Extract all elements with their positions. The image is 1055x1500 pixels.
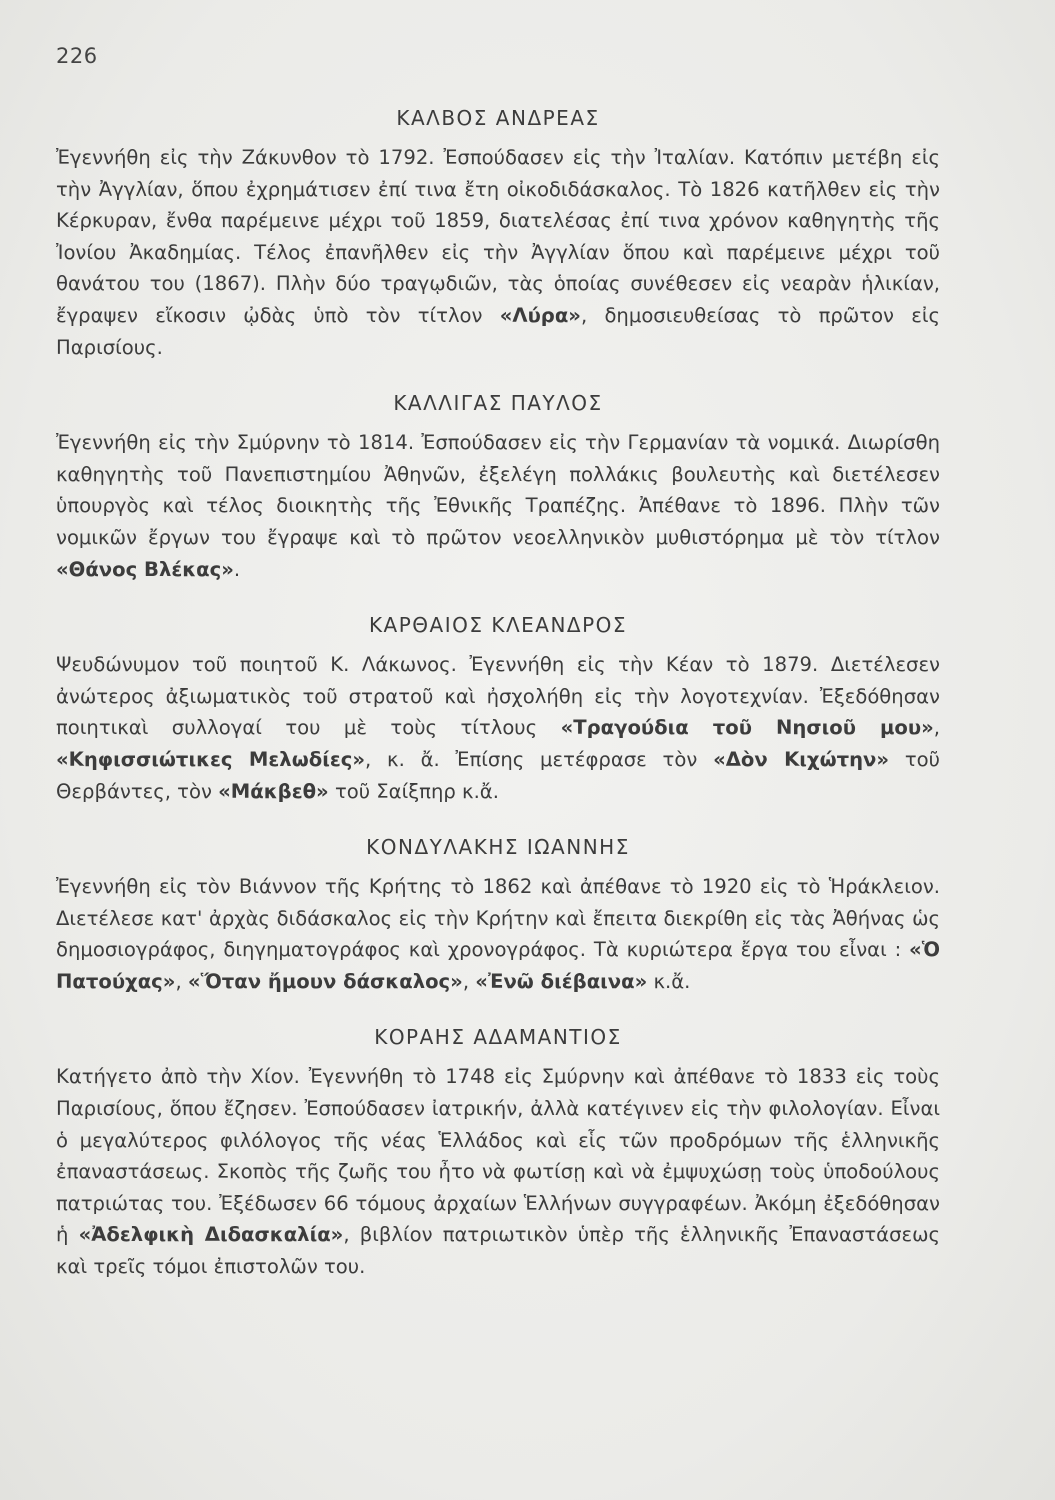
text-segment: , — [462, 969, 476, 993]
title-citation: «Λύρα» — [499, 303, 581, 327]
text-segment: Ἐγεννήθη εἰς τὸν Βιάννον τῆς Κρήτης τὸ 1862 καὶ ἀπέθανε τὸ 1920 εἰς τὸ Ἡράκλειον. Διετέλεσε κατ' ἀρχὰς διδάσκαλος εἰς τὴν Κρήτην καὶ ἔπειτα διεκρίθη εἰς τὰς Ἀθήνας ὡς δημοσιογράφος, διηγηματογράφος καὶ χρονογράφος. Τὰ κυριώτερα ἔργα του εἶναι : — [56, 875, 940, 962]
entry-kalvos — [56, 100, 940, 363]
entry-text — [56, 142, 940, 363]
entry-karthaios — [56, 607, 940, 807]
title-citation: «Θάνος Βλέκας» — [56, 557, 234, 581]
text-segment: , κ. ἄ. Ἐπίσης μετέφρασε τὸν — [365, 747, 714, 771]
page-content — [56, 100, 940, 1305]
text-segment: Ἐγεννήθη εἰς τὴν Ζάκυνθον τὸ 1792. Ἐσπούδασεν εἰς τὴν Ἰταλίαν. Κατόπιν μετέβη εἰς τὴν Ἀγγλίαν, ὅπου ἐχρημάτισεν ἐπί τινα ἔτη οἰκοδιδάσκαλος. Τὸ 1826 κατῆλθεν εἰς τὴν Κέρκυραν, ἔνθα παρέμεινε μέχρι τοῦ 1859, διατελέσας ἐπί τινα χρόνον καθηγητὴς τῆς Ἰονίου Ἀκαδημίας. Τέλος ἐπανῆλθεν εἰς τὴν Ἀγγλίαν ὅπου καὶ παρέμεινε μέχρι τοῦ θανάτου του (1867). Πλὴν δύο τραγῳδιῶν, τὰς ὁποίας συνέθεσεν εἰς νεαρὰν ἡλικίαν, ἔγραψεν εἴκοσιν ᾠδὰς ὑπὸ τὸν τίτλον — [56, 146, 940, 327]
text-segment: , δημοσιευθείσας τὸ πρῶτον εἰς Παρισίους. — [56, 303, 940, 359]
entry-heading: ΚΟΝΔΥΛΑΚΗΣ ΙΩΑΝΝΗΣ — [366, 835, 630, 860]
title-citation: «Ἐνῶ διέβαινα» — [475, 969, 648, 993]
title-citation: «Κηφισσιώτικες Μελωδίες» — [56, 747, 366, 771]
entry-heading: ΚΟΡΑΗΣ ΑΔΑΜΑΝΤΙΟΣ — [374, 1025, 622, 1050]
title-citation: «Ὁ Πατούχας» — [56, 938, 940, 993]
title-citation: «Τραγούδια τοῦ Νησιοῦ μου» — [560, 716, 934, 740]
entry-text — [56, 871, 940, 997]
text-segment: κ.ἄ. — [647, 969, 691, 993]
title-citation: «Δὸν Κιχώτην» — [713, 747, 890, 771]
text-segment: τοῦ Θερβάντες, τὸν — [56, 747, 940, 803]
text-segment: , βιβλίον πατριωτικὸν ὑπὲρ τῆς ἑλληνικῆς Ἐπαναστάσεως καὶ τρεῖς τόμοι ἐπιστολῶν του. — [56, 1223, 940, 1279]
entry-text — [56, 1061, 940, 1282]
text-segment: Ἐγεννήθη εἰς τὴν Σμύρνην τὸ 1814. Ἐσπούδασεν εἰς τὴν Γερμανίαν τὰ νομικά. Διωρίσθη καθηγητὴς τοῦ Πανεπιστημίου Ἀθηνῶν, ἐξελέγη πολλάκις βουλευτὴς καὶ διετέλεσεν ὑπουργὸς καὶ τέλος διοικητὴς τῆς Ἐθνικῆς Τραπέζης. Ἀπέθανε τὸ 1896. Πλὴν τῶν νομικῶν ἔργων του ἔγραψε καὶ τὸ πρῶτον νεοελληνικὸν μυθιστόρημα μὲ τὸν τίτλον — [56, 431, 940, 549]
page-number: 226 — [56, 44, 98, 68]
text-segment: , — [933, 716, 940, 740]
text-segment: τοῦ Σαίξπηρ κ.ἄ. — [328, 779, 499, 803]
title-citation: «Ὅταν ἤμουν δάσκαλος» — [187, 969, 463, 993]
entry-kalligas — [56, 385, 940, 585]
text-segment: . — [233, 557, 241, 581]
text-segment: Ψευδώνυμον τοῦ ποιητοῦ Κ. Λάκωνος. Ἐγεννήθη εἰς τὴν Κέαν τὸ 1879. Διετέλεσεν ἀνώτερος ἀξιωματικὸς τοῦ στρατοῦ καὶ ἠσχολήθη εἰς τὴν λογοτεχνίαν. Ἐξεδόθησαν ποιητικαὶ συλλογαί του μὲ τοὺς τίτλους — [56, 653, 940, 740]
entry-text — [56, 427, 940, 585]
text-segment: Κατήγετο ἀπὸ τὴν Χίον. Ἐγεννήθη τὸ 1748 εἰς Σμύρνην καὶ ἀπέθανε τὸ 1833 εἰς τοὺς Παρισίους, ὅπου ἔζησεν. Ἐσπούδασεν ἰατρικήν, ἀλλὰ κατέγινεν εἰς τὴν φιλολογίαν. Εἶναι ὁ μεγαλύτερος φιλόλογος τῆς νέας Ἑλλάδος καὶ εἷς τῶν προδρόμων τῆς ἑλληνικῆς ἐπαναστάσεως. Σκοπὸς τῆς ζωῆς του ἦτο νὰ φωτίσῃ καὶ νὰ ἐμψυχώσῃ τοὺς ὑποδούλους πατριώτας του. Ἐξέδωσεν 66 τόμους ἀρχαίων Ἑλλήνων συγγραφέων. Ἀκόμη ἐξεδόθησαν ἡ — [56, 1065, 940, 1247]
text-segment: , — [175, 969, 188, 993]
entry-kondylakis — [56, 829, 940, 997]
title-citation: «Ἀδελφικὴ Διδασκαλία» — [78, 1223, 344, 1247]
title-citation: «Μάκβεθ» — [218, 779, 329, 803]
entry-heading: ΚΑΛΛΙΓΑΣ ΠΑΥΛΟΣ — [393, 391, 603, 416]
entry-text — [56, 649, 940, 807]
entry-heading: ΚΑΡΘΑΙΟΣ ΚΛΕΑΝΔΡΟΣ — [368, 613, 628, 638]
entry-heading: ΚΑΛΒΟΣ ΑΝΔΡΕΑΣ — [396, 106, 600, 130]
entry-korais — [56, 1019, 940, 1282]
